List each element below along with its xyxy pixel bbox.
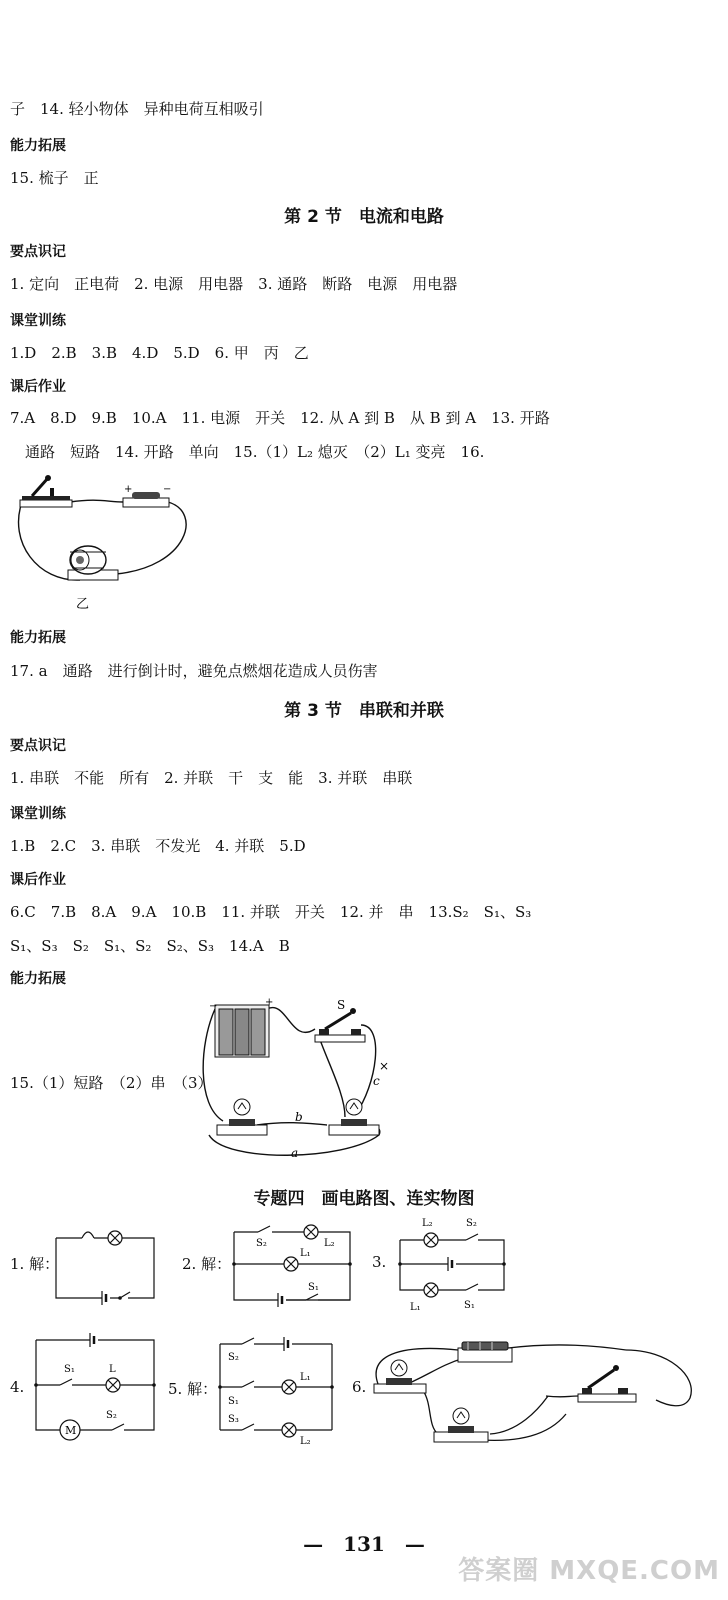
label-l2: L₂ (300, 1436, 311, 1447)
label-s2: S₂ (256, 1238, 267, 1249)
label-s: S (337, 998, 346, 1012)
heading-ketang: 课堂训练 (10, 806, 66, 822)
bulb-icon (434, 1408, 488, 1442)
label-s1: S₁ (464, 1300, 475, 1311)
section-title: 专题四 画电路图、连实物图 (253, 1189, 475, 1209)
wire (482, 1414, 566, 1440)
label-b: b (295, 1110, 303, 1124)
wire (19, 502, 80, 580)
label-s1: S₁ (64, 1364, 75, 1375)
text-line: 15. 梳子 正 (10, 169, 99, 187)
label-l1: L₁ (410, 1302, 421, 1313)
bulb-icon (217, 1099, 267, 1135)
label-s2: S₂ (106, 1410, 117, 1421)
text-line: 1. 串联 不能 所有 2. 并联 干 支 能 3. 并联 串联 (10, 769, 413, 787)
wire (70, 500, 123, 502)
heading-yaodian: 要点识记 (10, 244, 66, 260)
motor-label: M (65, 1424, 77, 1437)
text-line: 1.D 2.B 3.B 4.D 5.D 6. 甲 丙 乙 (10, 344, 309, 362)
circuit-diagram-3 (394, 1214, 514, 1314)
label-l: L (109, 1364, 116, 1375)
section-title: 第 2 节 电流和电路 (284, 207, 444, 227)
text-line: 通路 短路 14. 开路 单向 15.（1）L₂ 熄灭 （2）L₁ 变亮 16. (10, 443, 485, 461)
wire (267, 1008, 315, 1033)
label-s1: S₁ (228, 1396, 239, 1407)
label-x: × (379, 1059, 390, 1073)
label-l2: L₂ (422, 1218, 433, 1229)
heading-nengli: 能力拓展 (10, 971, 66, 987)
knife-switch-icon (578, 1365, 636, 1402)
wire (490, 1396, 548, 1434)
bulb-icon (329, 1099, 379, 1135)
label-minus: − (163, 484, 172, 495)
knife-switch-icon (315, 1008, 365, 1042)
knife-switch-icon (20, 475, 72, 507)
text-line: 7.A 8.D 9.B 10.A 11. 电源 开关 12. 从 A 到 B 从 B 到 A 13. 开路 (10, 409, 550, 427)
battery-icon (123, 484, 171, 507)
label-plus: + (265, 997, 274, 1008)
answer-label: 3. (372, 1253, 387, 1271)
section-title: 第 3 节 串联和并联 (284, 701, 444, 721)
wire (508, 1345, 626, 1350)
bulb-icon (374, 1360, 426, 1393)
label-a: a (291, 1146, 299, 1160)
motor-icon (68, 546, 118, 580)
heading-nengli: 能力拓展 (10, 138, 66, 154)
text-line: 1.B 2.C 3. 串联 不发光 4. 并联 5.D (10, 837, 306, 855)
label-plus: + (124, 484, 133, 495)
answer-label: 2. 解： (182, 1255, 232, 1273)
label-l2: L₂ (324, 1238, 335, 1249)
text-line: 6.C 7.B 8.A 9.A 10.B 11. 并联 开关 12. 并 串 13.S₂ S₁、S₃ (10, 903, 532, 921)
answer-label: 5. 解： (168, 1380, 218, 1398)
watermark: 答案圈 MXQE.COM (458, 1556, 720, 1586)
circuit-diagram-5 (214, 1334, 342, 1447)
figure-6-circuit (368, 1336, 704, 1446)
circuit-diagram-4 (32, 1330, 160, 1442)
label-s3: S₃ (228, 1414, 239, 1425)
answer-label: 4. (10, 1378, 25, 1396)
wire (424, 1392, 438, 1434)
heading-ketang: 课堂训练 (10, 313, 66, 329)
text-line: 子 14. 轻小物体 异种电荷互相吸引 (10, 100, 264, 118)
text-line: 17. a 通路 进行倒计时，避免点燃烟花造成人员伤害 (10, 662, 378, 680)
wire (116, 502, 186, 574)
circuit-diagram-1 (50, 1222, 160, 1304)
answer-label: 6. (352, 1378, 367, 1396)
wire (319, 1037, 345, 1117)
label-s2: S₂ (228, 1352, 239, 1363)
page-number: — 131 — (303, 1532, 425, 1556)
heading-nengli: 能力拓展 (10, 630, 66, 646)
circuit-diagram-2 (228, 1214, 356, 1306)
label-yi: 乙 (76, 597, 90, 612)
heading-yaodian: 要点识记 (10, 738, 66, 754)
label-c: c (373, 1074, 380, 1088)
text-line: 1. 定向 正电荷 2. 电源 用电器 3. 通路 断路 电源 用电器 (10, 275, 458, 293)
label-minus: − (209, 1001, 218, 1012)
figure-15-circuit (195, 995, 395, 1167)
text-line: 15.（1）短路 （2）串 （3） (10, 1074, 213, 1092)
heading-kehou: 课后作业 (10, 379, 66, 395)
wire (546, 1396, 578, 1397)
heading-kehou: 课后作业 (10, 872, 66, 888)
battery-pack-icon (209, 997, 273, 1057)
text-line: S₁、S₃ S₂ S₁、S₂ S₂、S₃ 14.A B (10, 937, 290, 955)
label-l1: L₁ (300, 1248, 311, 1259)
figure-16-circuit (8, 472, 208, 617)
label-s1: S₁ (308, 1282, 319, 1293)
battery-pack-icon (458, 1342, 512, 1362)
label-s2: S₂ (466, 1218, 477, 1229)
answer-label: 1. 解： (10, 1255, 60, 1273)
label-l1: L₁ (300, 1372, 311, 1383)
